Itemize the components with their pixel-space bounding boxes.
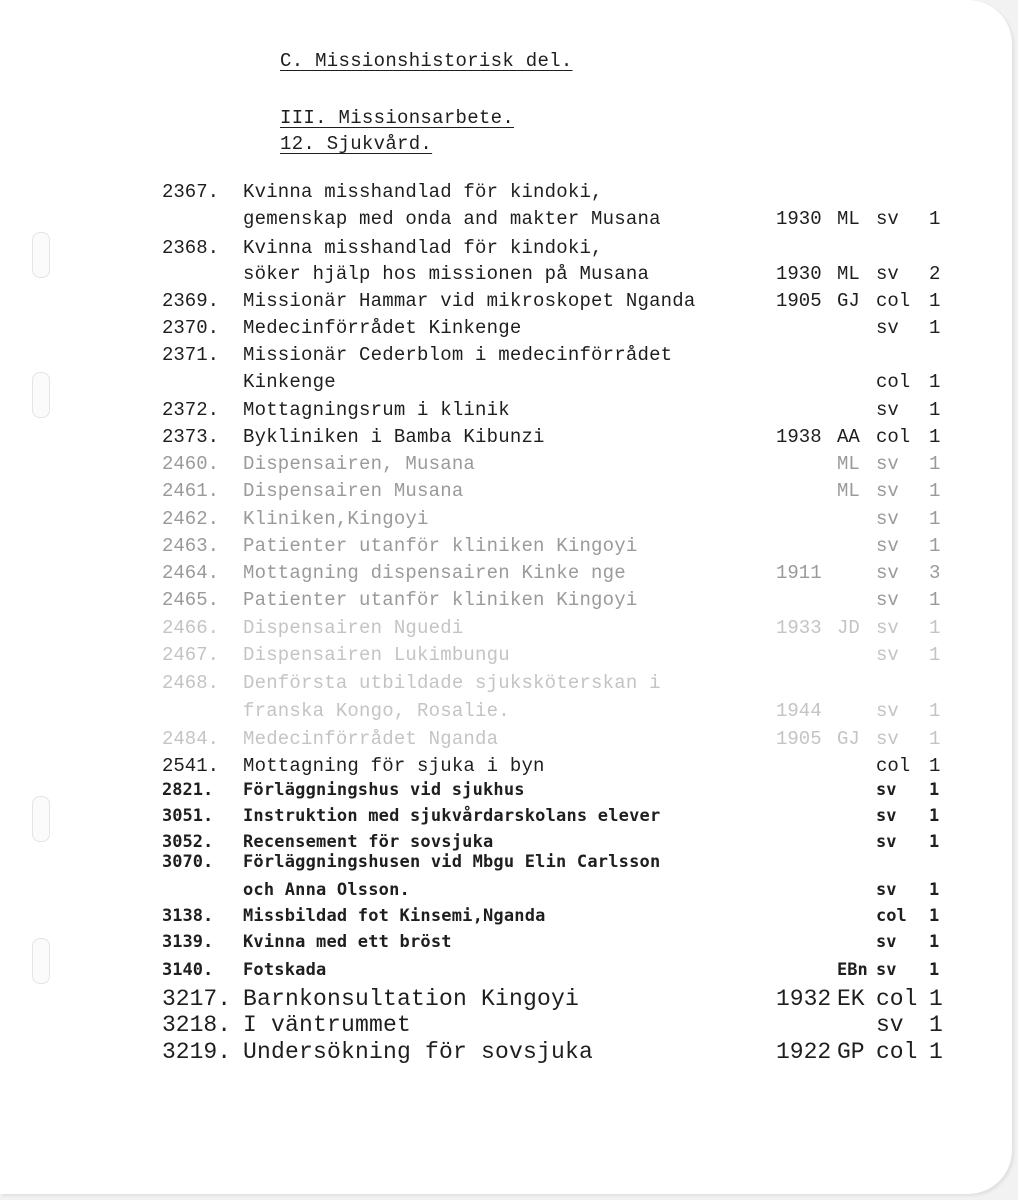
list-item bbox=[0, 960, 1012, 986]
entry-description: söker hjälp hos missionen på Musana bbox=[243, 263, 650, 285]
entry-count: 1 bbox=[929, 906, 940, 926]
entry-format: sv bbox=[876, 700, 899, 722]
entry-number: 2463. bbox=[162, 535, 220, 557]
entry-description: Förläggningshusen vid Mbgu Elin Carlsson bbox=[243, 852, 661, 872]
entry-number: 2464. bbox=[162, 562, 220, 584]
entry-count: 1 bbox=[929, 728, 941, 750]
entry-number: 3139. bbox=[162, 932, 214, 952]
entry-number: 3219. bbox=[162, 1039, 232, 1065]
entry-format: sv bbox=[876, 644, 899, 666]
entry-number: 3051. bbox=[162, 806, 214, 826]
entry-format: col bbox=[876, 371, 911, 393]
list-item bbox=[0, 906, 1012, 932]
entry-format: sv bbox=[876, 832, 897, 852]
entry-format: col bbox=[876, 986, 918, 1012]
entry-format: sv bbox=[876, 562, 899, 584]
entry-format: sv bbox=[876, 1012, 904, 1038]
entry-count: 1 bbox=[929, 1012, 943, 1038]
entry-count: 3 bbox=[929, 562, 941, 584]
entry-count: 1 bbox=[929, 399, 941, 421]
list-item bbox=[0, 371, 1012, 397]
entry-description: Denförsta utbildade sjuksköterskan i bbox=[243, 672, 661, 694]
entry-format: sv bbox=[876, 453, 899, 475]
entry-description: Dispensairen Musana bbox=[243, 480, 464, 502]
entry-description: Kinkenge bbox=[243, 371, 336, 393]
entry-number: 2466. bbox=[162, 617, 220, 639]
entry-description: Kliniken,Kingoyi bbox=[243, 508, 429, 530]
entry-count: 1 bbox=[929, 508, 941, 530]
entry-number: 2821. bbox=[162, 780, 214, 800]
entry-count: 1 bbox=[929, 806, 940, 826]
entry-photographer: ML bbox=[837, 263, 860, 285]
list-item bbox=[0, 644, 1012, 670]
entry-count: 1 bbox=[929, 880, 940, 900]
entry-description: Dispensairen, Musana bbox=[243, 453, 476, 475]
entry-description: franska Kongo, Rosalie. bbox=[243, 700, 510, 722]
subsection-heading: III. Missionsarbete. bbox=[280, 107, 515, 129]
list-item bbox=[0, 617, 1012, 643]
entry-description: Patienter utanför kliniken Kingoyi bbox=[243, 535, 638, 557]
entry-format: sv bbox=[876, 780, 897, 800]
entry-year: 1944 bbox=[776, 700, 822, 722]
entry-count: 1 bbox=[929, 780, 940, 800]
list-item bbox=[0, 1012, 1012, 1038]
entry-count: 1 bbox=[929, 700, 941, 722]
list-item bbox=[0, 1039, 1012, 1065]
entry-format: sv bbox=[876, 508, 899, 530]
entry-format: sv bbox=[876, 932, 897, 952]
entry-photographer: ML bbox=[837, 480, 860, 502]
entry-format: col bbox=[876, 1039, 918, 1065]
entry-format: col bbox=[876, 755, 911, 777]
entry-number: 2372. bbox=[162, 399, 220, 421]
list-item bbox=[0, 263, 1012, 289]
entry-photographer: GJ bbox=[837, 290, 860, 312]
entry-number: 3140. bbox=[162, 960, 214, 980]
entry-description: Kvinna med ett bröst bbox=[243, 932, 452, 952]
list-item bbox=[0, 535, 1012, 561]
entry-number: 2541. bbox=[162, 755, 220, 777]
entry-number: 2460. bbox=[162, 453, 220, 475]
list-item bbox=[0, 780, 1012, 806]
entry-format: sv bbox=[876, 960, 897, 980]
entry-format: sv bbox=[876, 806, 897, 826]
entry-photographer: EBn bbox=[837, 960, 868, 980]
entry-description: Recensement för sovsjuka bbox=[243, 832, 494, 852]
list-item bbox=[0, 453, 1012, 479]
entry-year: 1930 bbox=[776, 208, 822, 230]
entry-number: 2373. bbox=[162, 426, 220, 448]
entry-count: 1 bbox=[929, 832, 940, 852]
entry-description: Bykliniken i Bamba Kibunzi bbox=[243, 426, 545, 448]
entry-format: sv bbox=[876, 317, 899, 339]
entry-format: sv bbox=[876, 589, 899, 611]
entry-format: sv bbox=[876, 728, 899, 750]
entry-number: 3138. bbox=[162, 906, 214, 926]
entry-description: Fotskada bbox=[243, 960, 327, 980]
list-item bbox=[0, 426, 1012, 452]
entry-number: 2369. bbox=[162, 290, 220, 312]
entry-count: 1 bbox=[929, 617, 941, 639]
list-item bbox=[0, 399, 1012, 425]
entry-description: Instruktion med sjukvårdarskolans elever bbox=[243, 806, 661, 826]
list-item bbox=[0, 986, 1012, 1012]
list-item bbox=[0, 880, 1012, 906]
entry-description: Dispensairen Nguedi bbox=[243, 617, 464, 639]
entry-format: col bbox=[876, 426, 911, 448]
list-item bbox=[0, 562, 1012, 588]
entry-number: 2368. bbox=[162, 237, 220, 259]
entry-photographer: EK bbox=[837, 986, 865, 1012]
entry-photographer: ML bbox=[837, 453, 860, 475]
entry-number: 3218. bbox=[162, 1012, 232, 1038]
entry-count: 1 bbox=[929, 535, 941, 557]
entry-count: 1 bbox=[929, 290, 941, 312]
entry-count: 1 bbox=[929, 986, 943, 1012]
entry-description: Barnkonsultation Kingoyi bbox=[243, 986, 580, 1012]
entry-format: col bbox=[876, 290, 911, 312]
entry-photographer: GP bbox=[837, 1039, 865, 1065]
entry-count: 1 bbox=[929, 960, 940, 980]
list-item bbox=[0, 728, 1012, 754]
entry-year: 1911 bbox=[776, 562, 822, 584]
entry-count: 2 bbox=[929, 263, 941, 285]
entry-format: sv bbox=[876, 208, 899, 230]
topic-heading: 12. Sjukvård. bbox=[280, 133, 433, 155]
entry-number: 2462. bbox=[162, 508, 220, 530]
entry-year: 1922 bbox=[776, 1039, 832, 1065]
entry-description: Mottagning dispensairen Kinke nge bbox=[243, 562, 626, 584]
entry-photographer: JD bbox=[837, 617, 860, 639]
entry-count: 1 bbox=[929, 644, 941, 666]
entry-description: Medecinförrådet Kinkenge bbox=[243, 317, 522, 339]
entry-number: 2465. bbox=[162, 589, 220, 611]
entry-count: 1 bbox=[929, 453, 941, 475]
entry-count: 1 bbox=[929, 1039, 943, 1065]
entry-count: 1 bbox=[929, 480, 941, 502]
entry-format: col bbox=[876, 906, 907, 926]
entry-description: Patienter utanför kliniken Kingoyi bbox=[243, 589, 638, 611]
entry-year: 1930 bbox=[776, 263, 822, 285]
entry-description: Undersökning för sovsjuka bbox=[243, 1039, 594, 1065]
entry-description: Missbildad fot Kinsemi,Nganda bbox=[243, 906, 546, 926]
entry-number: 2367. bbox=[162, 181, 220, 203]
entry-number: 2371. bbox=[162, 344, 220, 366]
entry-photographer: GJ bbox=[837, 728, 860, 750]
entry-description: Förläggningshus vid sjukhus bbox=[243, 780, 525, 800]
list-item bbox=[0, 806, 1012, 832]
entry-count: 1 bbox=[929, 932, 940, 952]
entry-number: 2467. bbox=[162, 644, 220, 666]
list-item bbox=[0, 508, 1012, 534]
entry-number: 2370. bbox=[162, 317, 220, 339]
section-heading: C. Missionshistorisk del. bbox=[280, 50, 573, 72]
list-item bbox=[0, 344, 1012, 370]
list-item bbox=[0, 672, 1012, 698]
entry-photographer: ML bbox=[837, 208, 860, 230]
entry-format: sv bbox=[876, 617, 899, 639]
entry-description: Mottagningsrum i klinik bbox=[243, 399, 510, 421]
list-item bbox=[0, 932, 1012, 958]
entry-format: sv bbox=[876, 399, 899, 421]
entry-description: Kvinna misshandlad för kindoki, bbox=[243, 237, 603, 259]
list-item bbox=[0, 290, 1012, 316]
entry-description: Medecinförrådet Nganda bbox=[243, 728, 499, 750]
entry-description: Missionär Cederblom i medecinförrådet bbox=[243, 344, 673, 366]
entry-description: och Anna Olsson. bbox=[243, 880, 410, 900]
entry-description: Missionär Hammar vid mikroskopet Nganda bbox=[243, 290, 696, 312]
entry-number: 3217. bbox=[162, 986, 232, 1012]
list-item bbox=[0, 700, 1012, 726]
entry-count: 1 bbox=[929, 317, 941, 339]
entry-format: sv bbox=[876, 535, 899, 557]
entry-description: Kvinna misshandlad för kindoki, bbox=[243, 181, 603, 203]
entry-description: gemenskap med onda and makter Musana bbox=[243, 208, 661, 230]
entry-count: 1 bbox=[929, 208, 941, 230]
list-item bbox=[0, 480, 1012, 506]
list-item bbox=[0, 755, 1012, 781]
entry-format: sv bbox=[876, 263, 899, 285]
entry-description: Mottagning för sjuka i byn bbox=[243, 755, 545, 777]
list-item bbox=[0, 181, 1012, 207]
entry-count: 1 bbox=[929, 755, 941, 777]
entry-number: 3070. bbox=[162, 852, 214, 872]
entry-number: 2461. bbox=[162, 480, 220, 502]
list-item bbox=[0, 237, 1012, 263]
entry-photographer: AA bbox=[837, 426, 860, 448]
entry-count: 1 bbox=[929, 426, 941, 448]
list-item bbox=[0, 852, 1012, 878]
entry-year: 1938 bbox=[776, 426, 822, 448]
entry-year: 1932 bbox=[776, 986, 832, 1012]
list-item bbox=[0, 589, 1012, 615]
list-item bbox=[0, 208, 1012, 234]
entry-format: sv bbox=[876, 880, 897, 900]
entry-format: sv bbox=[876, 480, 899, 502]
list-item bbox=[0, 317, 1012, 343]
entry-description: Dispensairen Lukimbungu bbox=[243, 644, 510, 666]
entry-number: 3052. bbox=[162, 832, 214, 852]
entry-description: I väntrummet bbox=[243, 1012, 412, 1038]
entry-year: 1933 bbox=[776, 617, 822, 639]
entry-year: 1905 bbox=[776, 728, 822, 750]
entry-count: 1 bbox=[929, 371, 941, 393]
entry-number: 2468. bbox=[162, 672, 220, 694]
entry-count: 1 bbox=[929, 589, 941, 611]
entry-year: 1905 bbox=[776, 290, 822, 312]
entry-number: 2484. bbox=[162, 728, 220, 750]
